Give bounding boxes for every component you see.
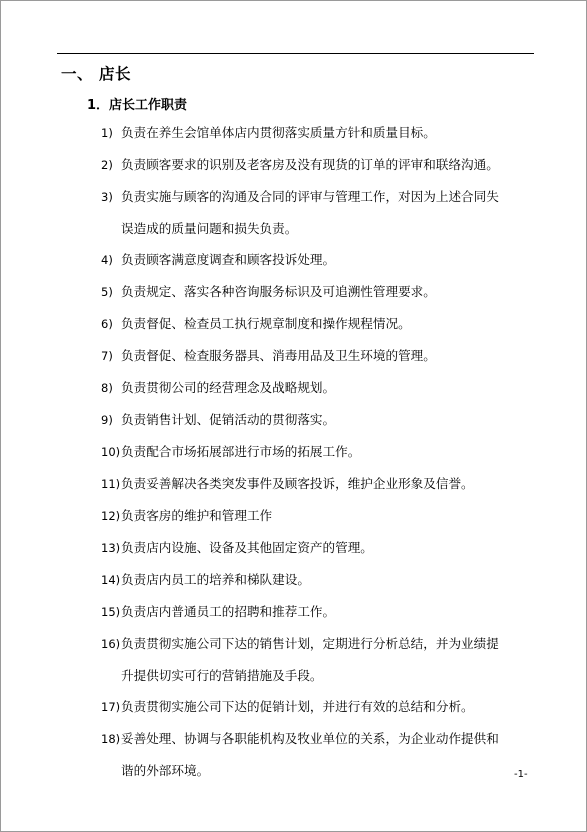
item-number: 2)	[101, 158, 113, 172]
item-number: 3)	[101, 190, 113, 204]
item-text: 负责店内员工的培养和梯队建设。	[121, 572, 310, 587]
item-text-continued: 谐的外部环境。	[121, 763, 210, 778]
item-text: 负责顾客要求的识别及老客房及没有现货的订单的评审和联络沟通。	[121, 157, 499, 172]
item-text: 负责店内普通员工的招聘和推荐工作。	[121, 604, 336, 619]
item-number: 12)	[101, 509, 121, 523]
item-text-continued: 误造成的质量问题和损失负责。	[121, 221, 298, 236]
item-text-continued: 升提供切实可行的营销措施及手段。	[121, 668, 323, 683]
item-text: 负责销售计划、促销活动的贯彻落实。	[121, 412, 336, 427]
list-item	[101, 340, 541, 372]
item-text: 负责实施与顾客的沟通及合同的评审与管理工作，对因为上述合同失	[121, 189, 499, 204]
item-number: 5)	[101, 285, 113, 299]
duty-list	[101, 117, 541, 786]
header-rule	[57, 53, 534, 54]
list-item	[101, 276, 541, 308]
list-item	[101, 308, 541, 340]
item-number: 15)	[101, 605, 121, 619]
list-item	[101, 500, 541, 532]
item-number: 10)	[101, 445, 121, 459]
item-number: 9)	[101, 413, 113, 427]
list-item	[101, 628, 541, 691]
item-text: 负责贯彻实施公司下达的促销计划，并进行有效的总结和分析。	[121, 699, 474, 714]
item-text: 负责顾客满意度调查和顾客投诉处理。	[121, 252, 336, 267]
item-text: 负责店内设施、设备及其他固定资产的管理。	[121, 540, 373, 555]
item-number: 14)	[101, 573, 121, 587]
section-number: 一、	[61, 65, 94, 83]
item-number: 16)	[101, 637, 121, 651]
item-number: 6)	[101, 317, 113, 331]
item-text: 妥善处理、协调与各职能机构及牧业单位的关系，为企业动作提供和	[121, 731, 499, 746]
list-item	[101, 404, 541, 436]
item-number: 11)	[101, 477, 121, 491]
list-item	[101, 468, 541, 500]
list-item	[101, 436, 541, 468]
list-item	[101, 596, 541, 628]
item-text: 负责规定、落实各种咨询服务标识及可追溯性管理要求。	[121, 284, 436, 299]
item-text: 负责配合市场拓展部进行市场的拓展工作。	[121, 444, 361, 459]
item-number: 4)	[101, 253, 113, 267]
item-text: 负责妥善解决各类突发事件及顾客投诉，维护企业形象及信誉。	[121, 476, 474, 491]
item-number: 1)	[101, 126, 113, 140]
section-title: 店长	[99, 65, 132, 83]
list-item	[101, 691, 541, 723]
item-number: 8)	[101, 381, 113, 395]
list-item	[101, 149, 541, 181]
list-item	[101, 181, 541, 244]
item-text: 负责客房的维护和管理工作	[121, 508, 273, 523]
item-number: 13)	[101, 541, 121, 555]
item-number: 17)	[101, 700, 121, 714]
item-number: 7)	[101, 349, 113, 363]
list-item	[101, 244, 541, 276]
page-number: -1-	[514, 769, 528, 780]
item-text: 负责贯彻实施公司下达的销售计划，定期进行分析总结，并为业绩提	[121, 636, 499, 651]
list-item	[101, 723, 541, 786]
item-text: 负责贯彻公司的经营理念及战略规划。	[121, 380, 336, 395]
item-text: 负责督促、检查员工执行规章制度和操作规程情况。	[121, 316, 411, 331]
list-item	[101, 117, 541, 149]
item-text: 负责在养生会馆单体店内贯彻落实质量方针和质量目标。	[121, 125, 436, 140]
item-text: 负责督促、检查服务器具、消毒用品及卫生环境的管理。	[121, 348, 436, 363]
subsection-heading: 1．店长工作职责	[87, 98, 188, 113]
list-item	[101, 564, 541, 596]
list-item	[101, 372, 541, 404]
item-number: 18)	[101, 732, 121, 746]
list-item	[101, 532, 541, 564]
section-heading	[61, 62, 131, 84]
